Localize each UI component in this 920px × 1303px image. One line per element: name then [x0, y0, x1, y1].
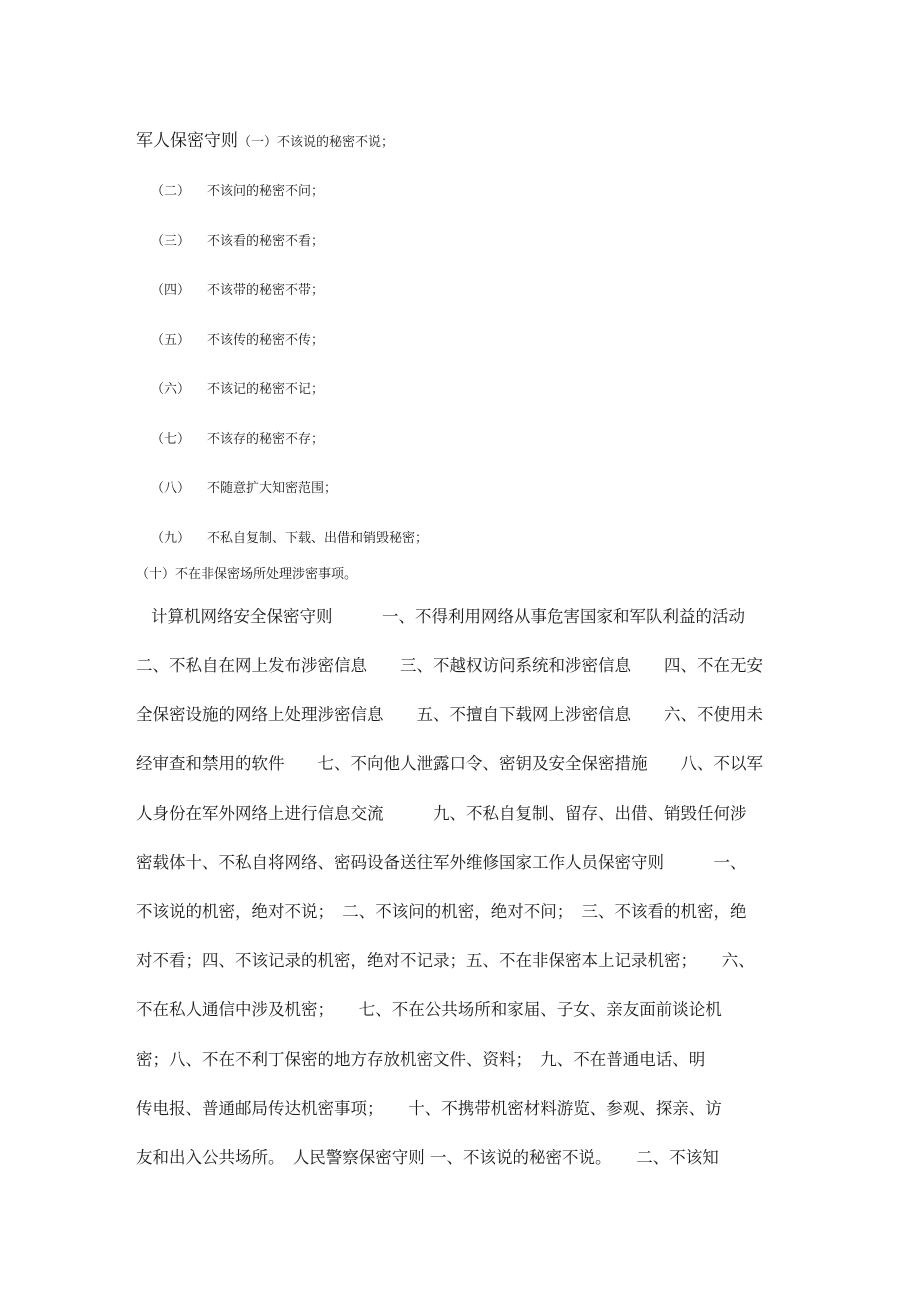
body-paragraph-line: 密；八、不在不利丁保密的地方存放机密文件、资料； 九、不在普通电话、明	[136, 1050, 706, 1069]
rule-5	[151, 329, 324, 348]
body-paragraph-line: 不在私人通信中涉及机密； 七、不在公共场所和家届、子女、亲友面前谈论机	[136, 1000, 722, 1019]
rule-7	[151, 428, 324, 447]
rule-3	[151, 230, 324, 249]
rule-text: 不该传的秘密不传；	[207, 333, 325, 348]
rule-number: （五）	[151, 333, 191, 348]
rule-text: 不该问的秘密不问；	[207, 184, 325, 199]
body-paragraph-line: 全保密设施的网络上处理涉密信息 五、不擅自下载网上涉密信息 六、不使用未	[136, 705, 763, 724]
rule-8	[151, 477, 337, 496]
rule-number: （四）	[151, 283, 191, 298]
body-paragraph-line: 不该说的机密，绝对不说； 二、不该问的机密，绝对不问； 三、不该看的机密，绝	[136, 902, 747, 921]
rule-number: （九）	[151, 531, 191, 546]
body-paragraph-line: 对不看；四、不该记录的机密，绝对不记录；五、不在非保密本上记录机密； 六、	[136, 951, 755, 970]
body-paragraph-line: 计算机网络安全保密守则 一、不得利用网络从事危害国家和军队利益的活动	[151, 607, 745, 626]
rule-10: （十）不在非保密场所处理涉密事项。	[136, 567, 358, 582]
rule-9	[151, 527, 428, 546]
body-paragraph-line: 二、不私自在网上发布涉密信息 三、不越权访问系统和涉密信息 四、不在无安	[136, 656, 763, 675]
body-paragraph-line: 经审查和禁用的软件 七、不向他人泄露口令、密钥及安全保密措施 八、不以军	[136, 754, 763, 773]
body-paragraph-line: 传电报、普通邮局传达机密事项； 十、不携带机密材料游览、参观、探亲、访	[136, 1099, 722, 1118]
rule-number: （三）	[151, 234, 191, 249]
rule-text: 不随意扩大知密范围；	[207, 481, 338, 496]
rule-number: （八）	[151, 481, 191, 496]
military-rules-title-line	[136, 126, 394, 151]
rule-text: 不该记的秘密不记；	[207, 382, 325, 397]
rule-text: 不该看的秘密不看；	[207, 234, 325, 249]
rule-4	[151, 279, 324, 298]
body-paragraph-line: 人身份在军外网络上进行信息交流 九、不私自复制、留存、出借、销毁任何涉	[136, 804, 747, 823]
rule-text: 不私自复制、下载、出借和销毁秘密；	[207, 531, 429, 546]
rule-1: （一）不该说的秘密不说；	[238, 135, 395, 150]
rule-number: （七）	[151, 432, 191, 447]
body-paragraph-line: 密载体十、不私自将网络、密码设备送往军外维修国家工作人员保密守则 一、	[136, 853, 747, 872]
rule-2	[151, 180, 324, 199]
rule-text: 不该带的秘密不带；	[207, 283, 325, 298]
rule-6	[151, 378, 324, 397]
rule-text: 不该存的秘密不存；	[207, 432, 325, 447]
rule-number: （六）	[151, 382, 191, 397]
rule-number: （二）	[151, 184, 191, 199]
military-rules-title: 军人保密守则	[136, 131, 238, 151]
body-paragraph-line: 友和出入公共场所。 人民警察保密守则 一、不该说的秘密不说。 二、不该知	[136, 1148, 719, 1167]
